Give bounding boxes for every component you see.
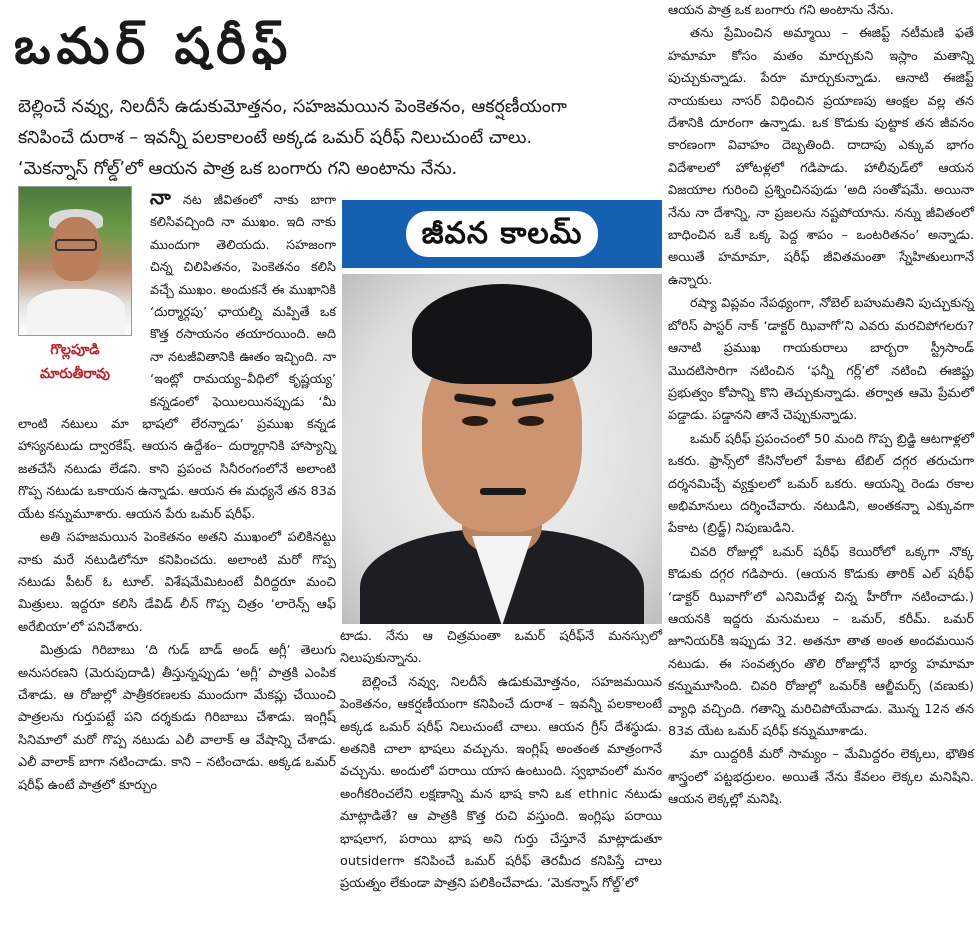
author-name-line: మారుతీరావు bbox=[39, 366, 111, 382]
column-title: జీవన కాలమ్ bbox=[406, 211, 599, 257]
left-column bbox=[18, 186, 336, 798]
standfirst-line: కనిపించే దురాశ – ఇవన్నీ పలకాలంటే అక్కడ ఒమర్ షరీఫ్ నిలుచుంటే చాలు. bbox=[18, 128, 533, 148]
standfirst-line: బెల్లించే నవ్వు, నిలదీసే ఉడుకుమోత్తనం, సహజమయిన పెంకెతనం, ఆకర్షణీయంగా bbox=[18, 97, 567, 117]
article-standfirst bbox=[18, 92, 650, 185]
paragraph: చివరి రోజుల్లో ఒమర్ షరీఫ్ కెయిరోలో ఒక్కగా నొక్క కొడుకు దగ్గర గడిపారు. (ఆయన కొడుకు తారిక్ ఎల్ షరీఫ్ ‘డాక్టర్ ఝివాగో’లో ఎనిమిదేళ్ల చిన్న హీరోగా నటించాడు.) ఆయనకి ఇద్దరు మనుమలు – ఒమర్, కరీమ్. ఒమర్ జూనియర్‌కి ఇప్పుడు 32. అతనూ తాత అంత అందమయిన నటుడు. ఈ సంవత్సరం తొలి రోజుల్లోనే భార్య హమామా కన్నుమూసింది. చివరి రోజుల్లో ఒమర్‌కి ఆల్జీమర్స్ (వణుకు) వ్యాధి వచ్చింది. గతాన్ని మరిచిపోయేవాడు. మొన్న 12న తన 83వ యేట ఒమర్ షరీఫ్ కన్నుమూశాడు. bbox=[668, 544, 974, 739]
column-title-banner bbox=[342, 200, 662, 268]
standfirst-line: ‘మెకన్నాస్ గోల్డ్’లో ఆయన పాత్ర ఒక బంగారు గని అంటాను నేను. bbox=[18, 159, 458, 179]
paragraph: తను ప్రేమించిన అమ్మాయి – ఈజిప్ట్ నటీమణి ఫతే హమామా కోసం మతం మార్చుకుని ఇస్లాం మతాన్ని పుచ్చుకున్నాడు. పేరూ మార్చుకున్నాడు. ఆనాటి ఈజిప్ట్ నాయకులు నాసర్ విధించిన ప్రయాణపు ఆంక్షల వల్ల తన దేశానికి దూరంగా ఉన్నాడు. ఒక కొడుకు పుట్టాక తన జీవనం కారణంగా వివాహం దెబ్బతింది. దాదాపు ఎక్కువ భాగం విదేశాలలో హోటళ్లలో గడిపాడు. హాలీవుడ్‌లో ఆయన విజయాల గురించి ప్రశ్నించినపుడు ‘అది సంతోషమే. అయినా నేను నా దేశాన్ని, నా ప్రజలను నష్టపోయాను. నన్ను జీవితంలో బాధించిన ఒకే ఒక్క పెద్ద శాపం – ఒంటరితనం’ అన్నాడు. అయితే హమామా, షరీఫ్ జీవితమంతా స్నేహితులుగానే ఉన్నారు. bbox=[668, 26, 974, 288]
paragraph-text: నట జీవితంలో నాకు బాగా కలిసివచ్చింది నా ముఖం. ఇది నాకు ముందుగా తెలియదు. సహజంగా చిన్న చిలిపితనం, పెంకెతనం కలిసి వచ్చే ముఖం. అందుకనే ఈ ముఖానికి ‘దుర్మార్గపు’ ఛాయల్ని మప్పితే ఒక కొత్త రసాయనం తయారయింది. అది నా నటజీవితానికి ఊతం ఇచ్చింది. నా ‘ఇంట్లో రామయ్య–వీధిలో కృష్ణయ్య’ కన్నడంలో ఫెయిలయినప్పుడు ‘మీ లాంటి నటులు మా భాషలో లేరన్నాడు’ ప్రముఖ కన్నడ హాస్యనటుడు ద్వారకేష్. ఆయన ఉద్దేశం– దుర్మార్గానికి హాస్యాన్ని జతచేసే నటుడు లేడని. కాని ప్రపంచ సినీరంగంలోనే అలాంటి గొప్ప నటుడు ఒకాయన ఉన్నాడు. ఆయన ఈ మధ్యనే తన 83వ యేట కన్నుమూశారు. ఆయన పేరు ఒమర్ షరీఫ్. bbox=[18, 193, 336, 522]
paragraph: ఆయన పాత్ర ఒక బంగారు గని అంటాను నేను. bbox=[668, 3, 894, 18]
middle-column bbox=[340, 626, 662, 897]
article-headline: ఒమర్ షరీఫ్ bbox=[14, 17, 294, 75]
author-photo bbox=[18, 186, 132, 336]
paragraph: రష్యా విప్లవం నేపథ్యంగా, నోబెల్ బహుమతిని పుచ్చుకున్న బోరిస్ పాస్టర్ నాక్ ‘డాక్టర్ ఝివాగో’ని ఎవరు మరచిపోగలరు? ఆనాటి ప్రముఖ గాయకురాలు బార్బరా స్ట్రీసాండ్ మొదటిసారిగా నటించిన ‘ఫన్నీ గర్ల్’లో నటించి ఈజిప్టు ప్రభుత్వం కోపాన్ని కొని తెచ్చుకున్నాడు. తర్వాత ఆమె ప్రేమలో పడ్డాడు. పడ్డానని తానే చెప్పుకున్నాడు. bbox=[668, 296, 974, 424]
author-name bbox=[18, 338, 132, 386]
paragraph: అతి సహజమయిన పెంకెతనం అతని ముఖంలో పలికినట్టు నాకు మరే నటుడిలోనూ కనిపించదు. అలాంటి మరో గొప్ప నటుడు పీటర్ ఓ టూల్. విశేషమేమిటంటే వీరిద్దరూ మంచి మిత్రులు. ఇద్దరూ కలిసి డేవిడ్ లీన్ గొప్ప చిత్రం ‘లారెన్స్ ఆఫ్ అరేబియా’లో పనిచేశారు. bbox=[18, 530, 336, 635]
paragraph: ఒమర్ షరీఫ్ ప్రపంచంలో 50 మంది గొప్ప బ్రిడ్జి ఆటగాళ్లలో ఒకరు. ఫ్రాన్స్‌లో కేసినోలలో పేకాట టేబిల్ దగ్గర తరుచుగా దర్శనమిచ్చే వ్యక్తులలో ఒమర్ ఒకరు. ఆయన్ని రెండు రకాల అభిమానులు దర్శించేవారు. నటుడిని, అంతకన్నా ఎక్కువగా పేకాట (బ్రిడ్జ్) నిపుణుడిని. bbox=[668, 431, 974, 537]
dropcap: నా bbox=[150, 185, 171, 209]
paragraph: మా యిద్దరికీ మరో సామ్యం – మేమిద్దరం లెక్కలు, భౌతిక శాస్త్రంలో పట్టభద్రులం. అయితే నేను కేవలం లెక్కల మనిషిని. ఆయన లెక్కల్లో మనిషి. bbox=[668, 747, 974, 808]
paragraph: టాడు. నేను ఆ చిత్రమంతా ఒమర్ షరీఫ్‌నే మనస్సులో నిలుపుకున్నాను. bbox=[340, 629, 662, 667]
paragraph: బెల్లించే నవ్వు, నిలదీసే ఉడుకుమోత్తనం, సహజమయిన పెంకెతనం, ఆకర్షణీయంగా కనిపించే దురాశ – ఇవన్నీ పలకాలంటే అక్కడ ఒమర్ షరీఫ్ నిలుచుంటే చాలు. ఆయన గ్రీస్ దేశస్థుడు. అతనికి చాలా భాషలు వచ్చును. ఇంగ్లిష్ అంతంత మాత్రంగానే వచ్చును. అందులో పరాయి యాస ఉంటుంది. స్వభావంలో మనం అంగీకరించలేని లక్షణాన్ని మన భాష కాని ఒక ethnic నటుడు మాట్లాడితే? ఆ పాత్రకి కొత్త రుచి వస్తుంది. ఇంగ్లిషు పరాయి భాషలాగ, పరాయి భాష అని గుర్తు చేస్తూనే మాట్లాడుతూ outsiderగా కనిపించే ఒమర్ షరీఫ్ తెరమీద కనిపిస్తే చాలు ప్రయత్నం లేకుండా పాత్రని పలికించేవాడు. ‘మెకన్నాస్ గోల్డ్’లో bbox=[340, 674, 662, 892]
author-name-line: గొల్లపూడి bbox=[50, 342, 100, 358]
paragraph: మిత్రుడు గిరిబాబు ‘ది గుడ్ బాడ్ అండ్ అగ్లీ’ తెలుగు అనుసరణని (మెరుపుదాడి) తీస్తున్నప్పుడు ‘అగ్లీ’ పాత్రకి ఎంపిక చేశాడు. ఆ రోజుల్లో పాత్రీకరణలకు ముందుగా మేకప్లు చేయించి పాత్రలను గుర్తుపట్టే పని దర్శకుడు గిరిబాబు చేశాడు. ఇంగ్లిష్ సినిమాలో మరో గొప్ప నటుడు ఎలీ వాలాక్ ఆ వేషాన్ని చేశాడు. ఎలీ వాలాక్ బాగా నటించాడు. కాని – నటించాడు. అక్కడ ఒమర్ షరీఫ్ ఉంటే పాత్రలో కూర్చుం bbox=[18, 643, 336, 793]
author-box bbox=[18, 186, 140, 388]
omar-sharif-portrait bbox=[342, 274, 662, 624]
right-column bbox=[668, 0, 974, 813]
